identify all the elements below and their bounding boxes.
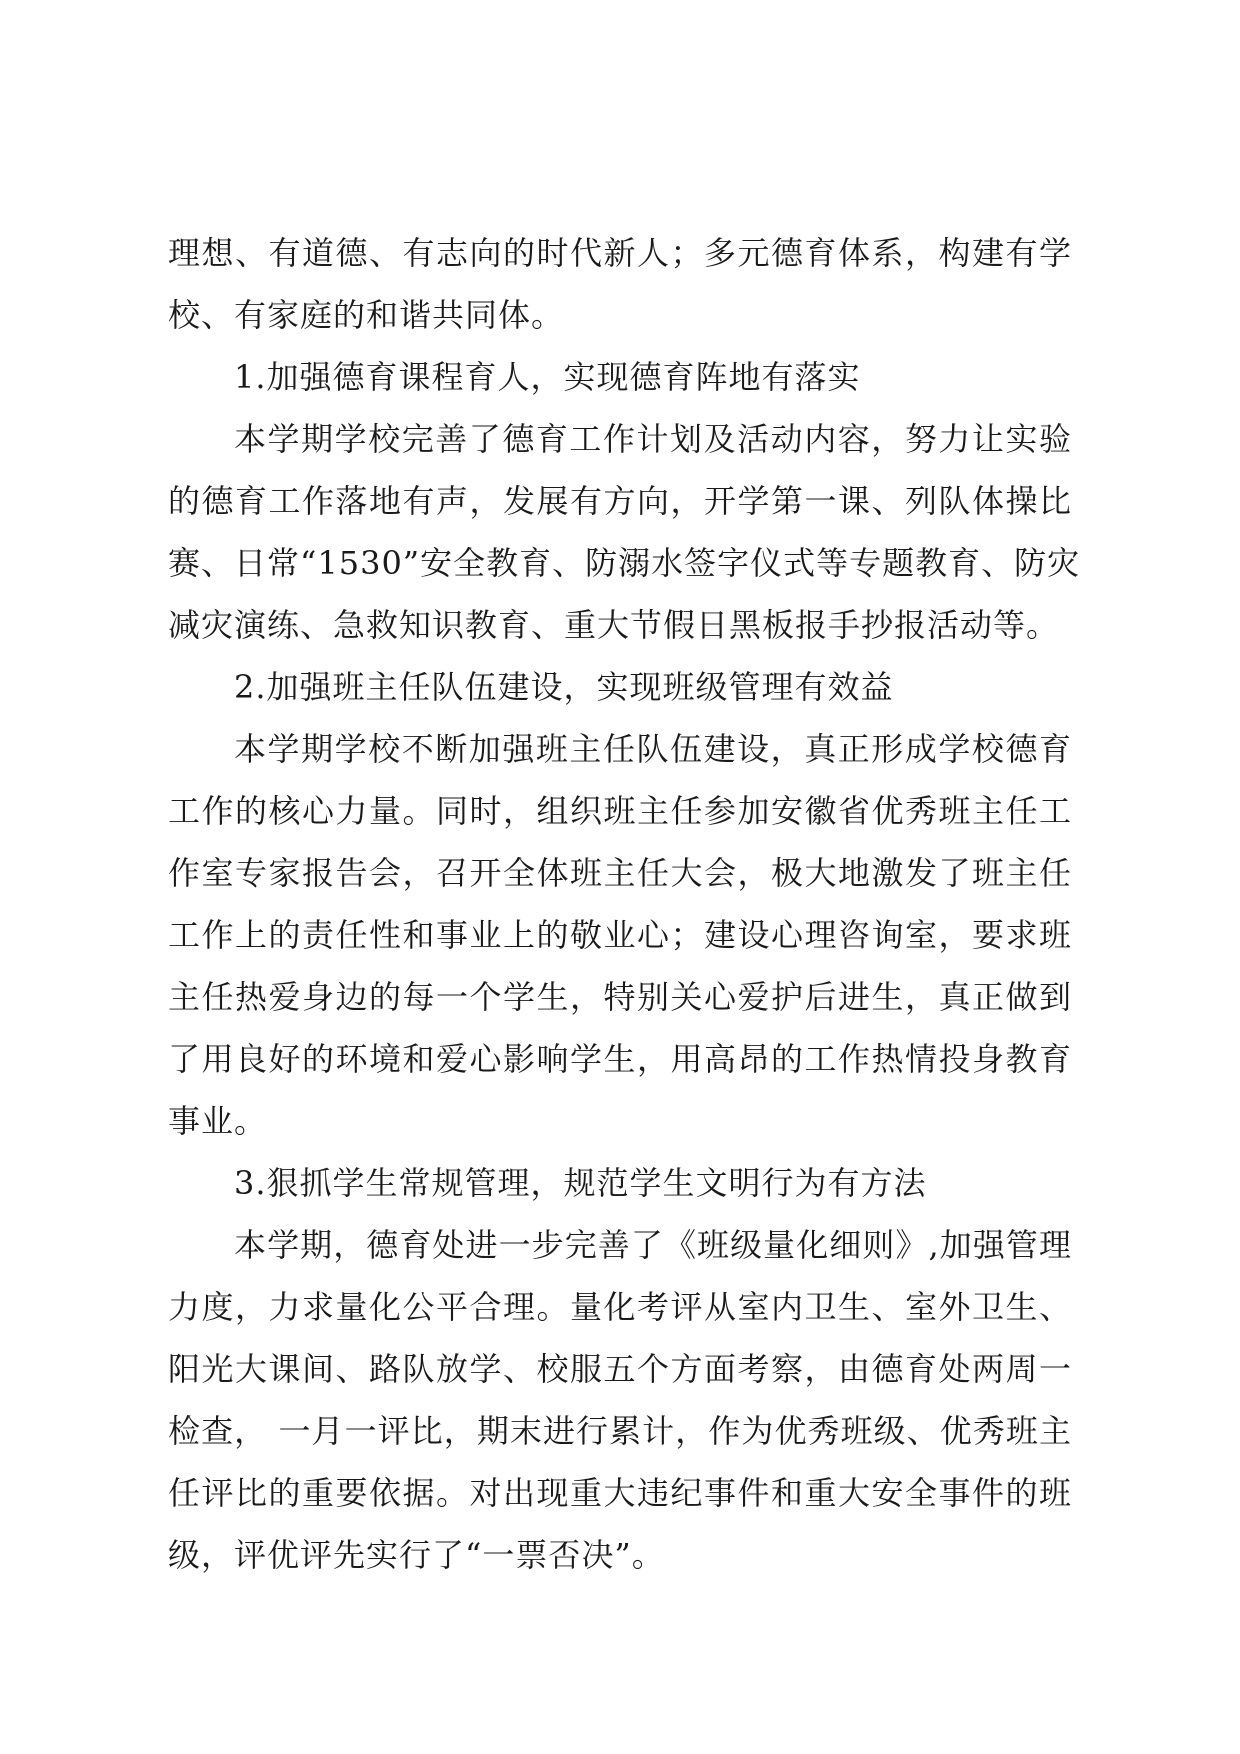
section-heading-3: 3.狠抓学生常规管理，规范学生文明行为有方法 bbox=[234, 1164, 927, 1202]
body-line: 本学期学校完善了德育工作计划及活动内容，努力让实验 bbox=[234, 420, 1072, 458]
body-line: 主任热爱身边的每一个学生，特别关心爱护后进生，真正做到 bbox=[168, 978, 1072, 1016]
body-line: 力度，力求量化公平合理。量化考评从室内卫生、室外卫生、 bbox=[168, 1288, 1072, 1326]
body-line: 工作上的责任性和事业上的敬业心；建设心理咨询室，要求班 bbox=[168, 916, 1072, 954]
body-line: 赛、日常“1530”安全教育、防溺水签字仪式等专题教育、防灾 bbox=[168, 544, 1081, 582]
body-line: 了用良好的环境和爱心影响学生，用高昂的工作热情投身教育 bbox=[168, 1040, 1072, 1078]
body-line: 级，评优评先实行了“一票否决”。 bbox=[168, 1536, 665, 1574]
body-line: 本学期学校不断加强班主任队伍建设，真正形成学校德育 bbox=[234, 730, 1072, 768]
body-line: 作室专家报告会，召开全体班主任大会，极大地激发了班主任 bbox=[168, 854, 1072, 892]
body-line: 校、有家庭的和谐共同体。 bbox=[168, 296, 565, 334]
body-line: 阳光大课间、路队放学、校服五个方面考察，由德育处两周一 bbox=[168, 1350, 1072, 1388]
body-line: 减灾演练、急救知识教育、重大节假日黑板报手抄报活动等。 bbox=[168, 606, 1060, 644]
document-body bbox=[168, 222, 1081, 1586]
body-line: 的德育工作落地有声，发展有方向，开学第一课、列队体操比 bbox=[168, 482, 1072, 520]
body-line: 本学期，德育处进一步完善了《班级量化细则》,加强管理 bbox=[234, 1226, 1072, 1264]
section-heading-2: 2.加强班主任队伍建设，实现班级管理有效益 bbox=[234, 668, 894, 706]
body-line: 检查， 一月一评比，期末进行累计，作为优秀班级、优秀班主 bbox=[168, 1412, 1072, 1450]
body-line: 工作的核心力量。同时，组织班主任参加安徽省优秀班主任工 bbox=[168, 792, 1072, 830]
body-line: 事业。 bbox=[168, 1102, 268, 1140]
section-heading-1: 1.加强德育课程育人，实现德育阵地有落实 bbox=[234, 358, 861, 396]
body-line: 理想、有道德、有志向的时代新人；多元德育体系，构建有学 bbox=[168, 234, 1072, 272]
body-line: 任评比的重要依据。对出现重大违纪事件和重大安全事件的班 bbox=[168, 1474, 1072, 1512]
